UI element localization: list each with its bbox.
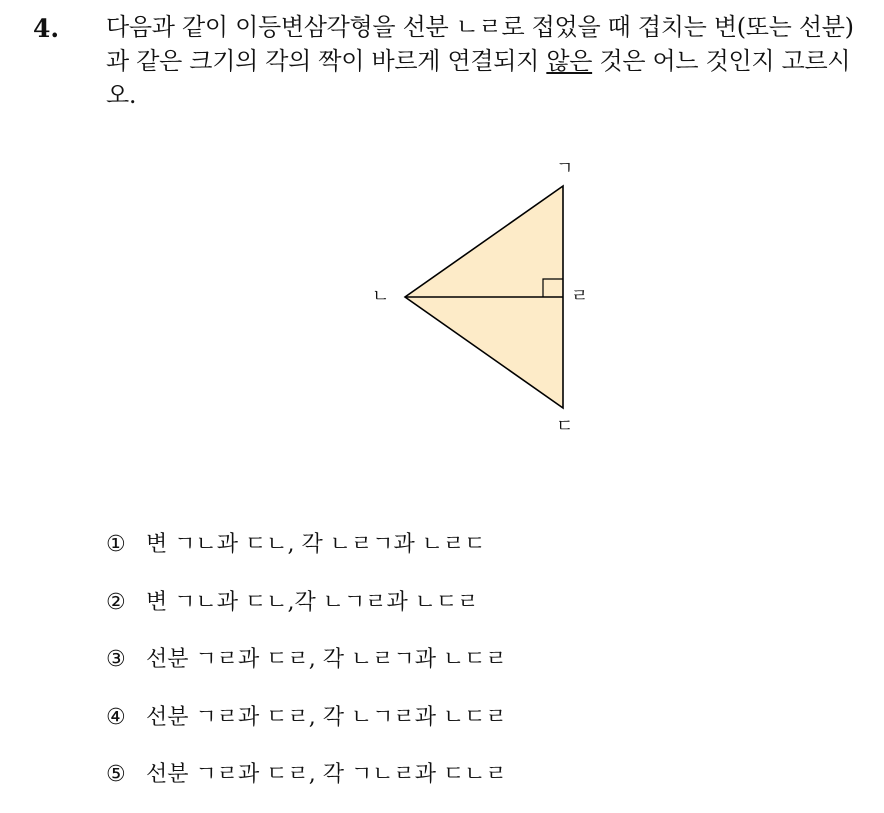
vertex-label-bottom: ㄷ [556, 416, 574, 437]
choice-1[interactable] [106, 525, 507, 583]
choice-4[interactable] [106, 698, 507, 756]
vertex-label-left: ㄴ [372, 286, 390, 307]
question-text-after: 것은 어느 것인지 고르시오. [106, 47, 851, 109]
choice-number: ⑤ [106, 762, 126, 787]
question-number: 4. [33, 14, 60, 43]
choice-number: ① [106, 532, 126, 557]
triangle-shape [405, 186, 563, 408]
choice-number: ② [106, 589, 126, 615]
choice-3[interactable] [106, 640, 507, 698]
choice-text: 선분 ㄱㄹ과 ㄷㄹ, 각 ㄴㄱㄹ과 ㄴㄷㄹ [146, 704, 507, 730]
choice-text: 선분 ㄱㄹ과 ㄷㄹ, 각 ㄴㄹㄱ과 ㄴㄷㄹ [146, 647, 507, 672]
question-text-underlined: 않은 [546, 47, 593, 75]
choice-number: ③ [106, 647, 126, 672]
answer-choices [106, 525, 507, 813]
choice-text: 변 ㄱㄴ과 ㄷㄴ,각 ㄴㄱㄹ과 ㄴㄷㄹ [146, 589, 479, 615]
vertex-label-foot: ㄹ [571, 286, 589, 307]
right-angle-mark [543, 279, 563, 297]
vertex-label-top: ㄱ [556, 158, 574, 179]
question-text-before: 다음과 같이 이등변삼각형을 선분 ㄴㄹ로 접었을 때 겹치는 변(또는 선분)과 같은 크기의 각의 짝이 바르게 연결되지 [106, 13, 854, 75]
choice-text: 변 ㄱㄴ과 ㄷㄴ, 각 ㄴㄹㄱ과 ㄴㄹㄷ [146, 532, 486, 557]
choice-text: 선분 ㄱㄹ과 ㄷㄹ, 각 ㄱㄴㄹ과 ㄷㄴㄹ [146, 762, 507, 787]
choice-2[interactable] [106, 583, 507, 641]
choice-number: ④ [106, 704, 126, 730]
question-text [106, 10, 866, 112]
